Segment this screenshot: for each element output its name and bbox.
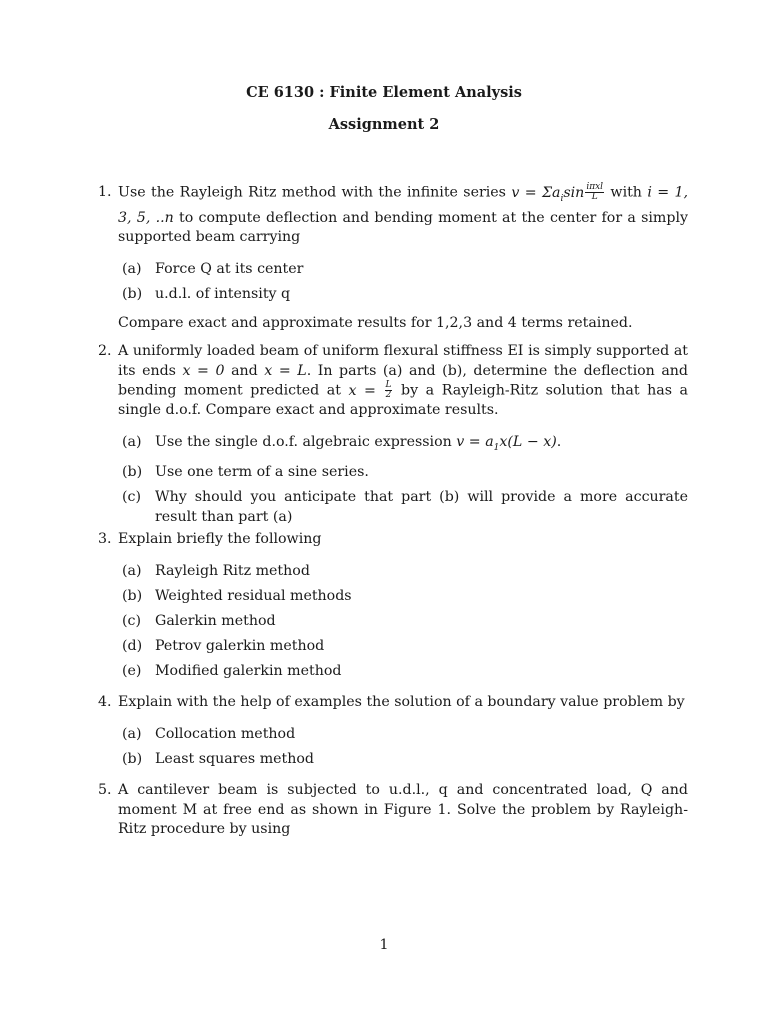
problem-text bbox=[118, 342, 688, 421]
subpart-list bbox=[122, 562, 688, 682]
subpart-text: Force Q at its center bbox=[155, 260, 304, 277]
problem-text: Explain briefly the following bbox=[118, 531, 322, 547]
subpart-label: (a) bbox=[122, 725, 142, 742]
subpart-list bbox=[122, 433, 688, 528]
subpart-text: Least squares method bbox=[155, 750, 315, 767]
subpart-item bbox=[122, 637, 688, 657]
subpart-item bbox=[122, 562, 688, 582]
math-expression: x = $\frac{L}{2}$ bbox=[348, 380, 392, 400]
subpart-text: Petrov galerkin method bbox=[155, 637, 325, 654]
problem-5 bbox=[98, 781, 688, 840]
text-segment: and bbox=[224, 362, 265, 379]
problem-4 bbox=[98, 693, 688, 775]
problem-text: Explain with the help of examples the solution of a boundary value problem by bbox=[118, 694, 685, 710]
subpart-text: Why should you anticipate that part (b) will provide a more accurate result than part (a) bbox=[155, 489, 688, 525]
problem-number: 5. bbox=[98, 782, 112, 798]
problem-number: 4. bbox=[98, 694, 112, 710]
subpart-label: (b) bbox=[122, 285, 143, 302]
problem-number: 1. bbox=[98, 184, 112, 200]
problem-1 bbox=[98, 183, 688, 334]
subpart-label: (b) bbox=[122, 464, 143, 481]
subpart-item bbox=[122, 433, 688, 458]
subpart-item bbox=[122, 725, 688, 745]
text-segment: to compute deflection and bending moment at the center for a simply supported beam carrying bbox=[118, 209, 689, 246]
math-expression: x = 0 bbox=[182, 362, 225, 379]
subpart-label: (a) bbox=[122, 260, 142, 277]
subpart-item bbox=[122, 587, 688, 607]
math-expression: x = L bbox=[264, 362, 307, 379]
subpart-text: Collocation method bbox=[155, 725, 296, 742]
subpart-text: Use the single d.o.f. algebraic expression $v = a_1x(L - x)$. bbox=[155, 433, 562, 453]
subpart-label: (a) bbox=[122, 433, 142, 450]
subpart-text: Modified galerkin method bbox=[155, 662, 342, 679]
math-expression: $v = \Sigma a_i\sin$ $\frac{\text{iπxl}}{L}$ bbox=[511, 182, 604, 204]
problem-text bbox=[118, 183, 688, 248]
problem-3 bbox=[98, 530, 688, 687]
subpart-item bbox=[122, 488, 688, 527]
subpart-item bbox=[122, 285, 688, 305]
text-segment: by a Rayleigh-Ritz solution that has a single d.o.f. Compare exact and approximate results. bbox=[118, 382, 688, 418]
subpart-list bbox=[122, 725, 688, 770]
subpart-text: Use one term of a sine series. bbox=[155, 464, 369, 481]
subpart-text: Galerkin method bbox=[155, 612, 276, 629]
text-segment: Use the Rayleigh Ritz method with the infinite series bbox=[118, 184, 512, 201]
math-expression: $v = a_1x(L - x)$ bbox=[456, 433, 557, 453]
assignment-title: Assignment 2 bbox=[328, 116, 440, 133]
subpart-text: Weighted residual methods bbox=[155, 587, 352, 604]
text-segment: . In parts (a) and (b), determine the deflection and bending moment predicted at bbox=[118, 362, 689, 399]
subpart-list bbox=[122, 260, 688, 305]
subpart-text: u.d.l. of intensity q bbox=[155, 285, 291, 302]
problem-number: 3. bbox=[98, 531, 112, 547]
fraction: $\frac{L}{2}$ bbox=[385, 380, 392, 400]
subpart-label: (d) bbox=[122, 637, 143, 654]
text-segment: A uniformly loaded beam of uniform flexural stiffness EI is simply supported at its ends bbox=[118, 343, 688, 379]
text-segment: with bbox=[605, 184, 648, 201]
problem-number: 2. bbox=[98, 343, 112, 359]
subpart-item bbox=[122, 463, 688, 483]
subpart-item bbox=[122, 750, 688, 770]
page-number: 1 bbox=[379, 937, 389, 953]
subpart-label: (e) bbox=[122, 662, 142, 679]
fraction: $\frac{\text{iπxl}}{L}$ bbox=[586, 182, 604, 202]
course-title: CE 6130 : Finite Element Analysis bbox=[246, 84, 522, 101]
subpart-label: (b) bbox=[122, 587, 143, 604]
subpart-label: (c) bbox=[122, 489, 142, 506]
subpart-text: Rayleigh Ritz method bbox=[155, 562, 310, 579]
subpart-label: (a) bbox=[122, 562, 142, 579]
problem-text: A cantilever beam is subjected to u.d.l., q and concentrated load, Q and moment M at free end as shown in Figure 1. Solve the problem by Rayleigh-Ritz procedure by using bbox=[118, 782, 688, 837]
subpart-item bbox=[122, 612, 688, 632]
subpart-item bbox=[122, 260, 688, 280]
problem-note: Compare exact and approximate results for 1,2,3 and 4 terms retained. bbox=[118, 315, 633, 332]
math-expression: i = 1, 3, 5, ..n bbox=[118, 184, 688, 226]
subpart-label: (c) bbox=[122, 612, 142, 629]
problem-2 bbox=[98, 342, 688, 533]
subpart-item bbox=[122, 662, 688, 682]
subpart-label: (b) bbox=[122, 750, 143, 767]
